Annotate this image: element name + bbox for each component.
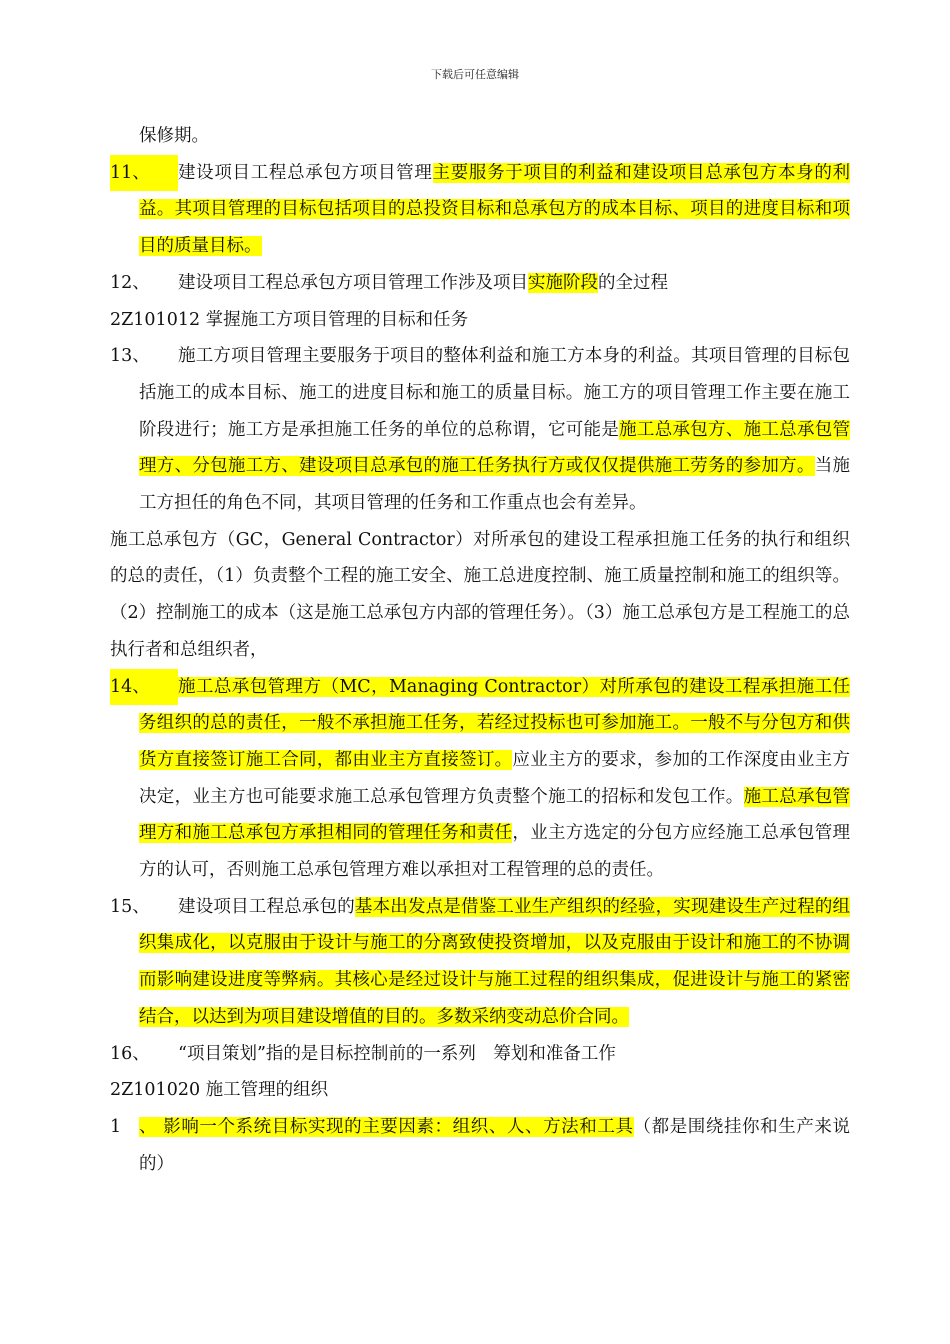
item-text: “项目策划”指的是目标控制前的一系列 筹划和准备工作 (178, 1043, 616, 1064)
section-heading: 2Z101012 掌握施工方项目管理的目标和任务 (110, 309, 469, 330)
highlighted-text: 主要服务于项目的利益和建设项目总承包方本身的利益。其项目管理的目标包括项目的总投资目标和总承包方的成本目标、项目的进度目标和项目的质量目标。 (139, 162, 851, 257)
paragraph-warranty: 保修期。 (139, 126, 209, 146)
item-number: 16、 (110, 1043, 150, 1064)
item-number: 14、 (110, 669, 178, 706)
item-text: 施工方项目管理主要服务于项目的整体利益和施工方本身的利益。其项目管理的目标包括施工的成本目标、施工的进度目标和施工的质量目标。施工方的项目管理工作主要在施工阶段进行；施工方是承担施工任务的单位的总称谓，它可能是 (139, 346, 850, 440)
item-text: 建设项目工程总承包的 (178, 896, 355, 917)
item-number: 12、 (110, 272, 150, 293)
item-number: 15、 (110, 896, 150, 917)
document-body (110, 118, 850, 1182)
item-number: 13、 (110, 346, 150, 367)
list-item-12 (110, 265, 850, 302)
highlighted-text: 实施阶段 (528, 272, 598, 293)
item-number: 1 (110, 1116, 122, 1137)
item-text: 应业主方的要求，参加的工作深度由业主方决定，业主方也可能要求施工总承包管理方负责整个施工的招标和发包工作。 (139, 749, 850, 807)
section-heading: 2Z101020 施工管理的组织 (110, 1080, 329, 1101)
paragraph-gc: 施工总承包方（GC，General Contractor）对所承包的建设工程承担施工任务的执行和组织的总的责任，（1）负责整个工程的施工安全、施工总进度控制、施工质量控制和施工的组织等。（2）控制施工的成本（这是施工总承包方内部的管理任务）。（3）施工总承包方是工程施工的总执行者和总组织者， (110, 529, 850, 660)
page-header: 下载后可任意编辑 (431, 68, 519, 81)
item-text: （都是围绕挂你和生产来说的） (139, 1116, 851, 1174)
highlighted-text: 施工总承包管理方和施工总承包方承担相同的管理任务和责任 (139, 786, 851, 844)
highlighted-text: 施工总承包管理方（MC，Managing Contractor）对所承包的建设工程承担施工任务组织的总的责任，一般不承担施工任务，若经过投标也可参加施工。一般不与分包方和供货方直接签订施工合同，都由业主方直接签订。 (139, 676, 850, 770)
item-text: 的全过程 (598, 272, 668, 293)
item-text: 当施工方担任的角色不同，其项目管理的任务和工作重点也会有差异。 (139, 456, 851, 514)
item-text: ，业主方选定的分包方应经施工总承包管理方的认可，否则施工总承包管理方难以承担对工程管理的总的责任。 (139, 823, 850, 881)
list-item-13 (110, 338, 850, 522)
item-number: 11、 (110, 155, 178, 192)
list-item-16 (110, 1036, 850, 1073)
item-text: 建设项目工程总承包方项目管理 (178, 162, 433, 183)
highlighted-text: 、 影响一个系统目标实现的主要因素：组织、人、方法和工具 (139, 1116, 634, 1137)
highlighted-text: 基本出发点是借鉴工业生产组织的经验，实现建设生产过程的组织集成化，以克服由于设计与施工的分离致使投资增加，以及克服由于设计和施工的不协调而影响建设进度等弊病。其核心是经过设计与施工过程的组织集成，促进设计与施工的紧密结合，以达到为项目建设增值的目的。多数采纳变动总价合同。 (139, 896, 851, 1027)
list-item-11 (110, 155, 850, 265)
list-item-1 (110, 1109, 850, 1182)
item-text: 建设项目工程总承包方项目管理工作涉及项目 (178, 272, 528, 293)
list-item-15 (110, 889, 850, 1036)
highlighted-text: 施工总承包方、施工总承包管理方、分包施工方、建设项目总承包的施工任务执行方或仅仅提供施工劳务的参加方。 (139, 419, 851, 477)
list-item-14 (110, 669, 850, 889)
